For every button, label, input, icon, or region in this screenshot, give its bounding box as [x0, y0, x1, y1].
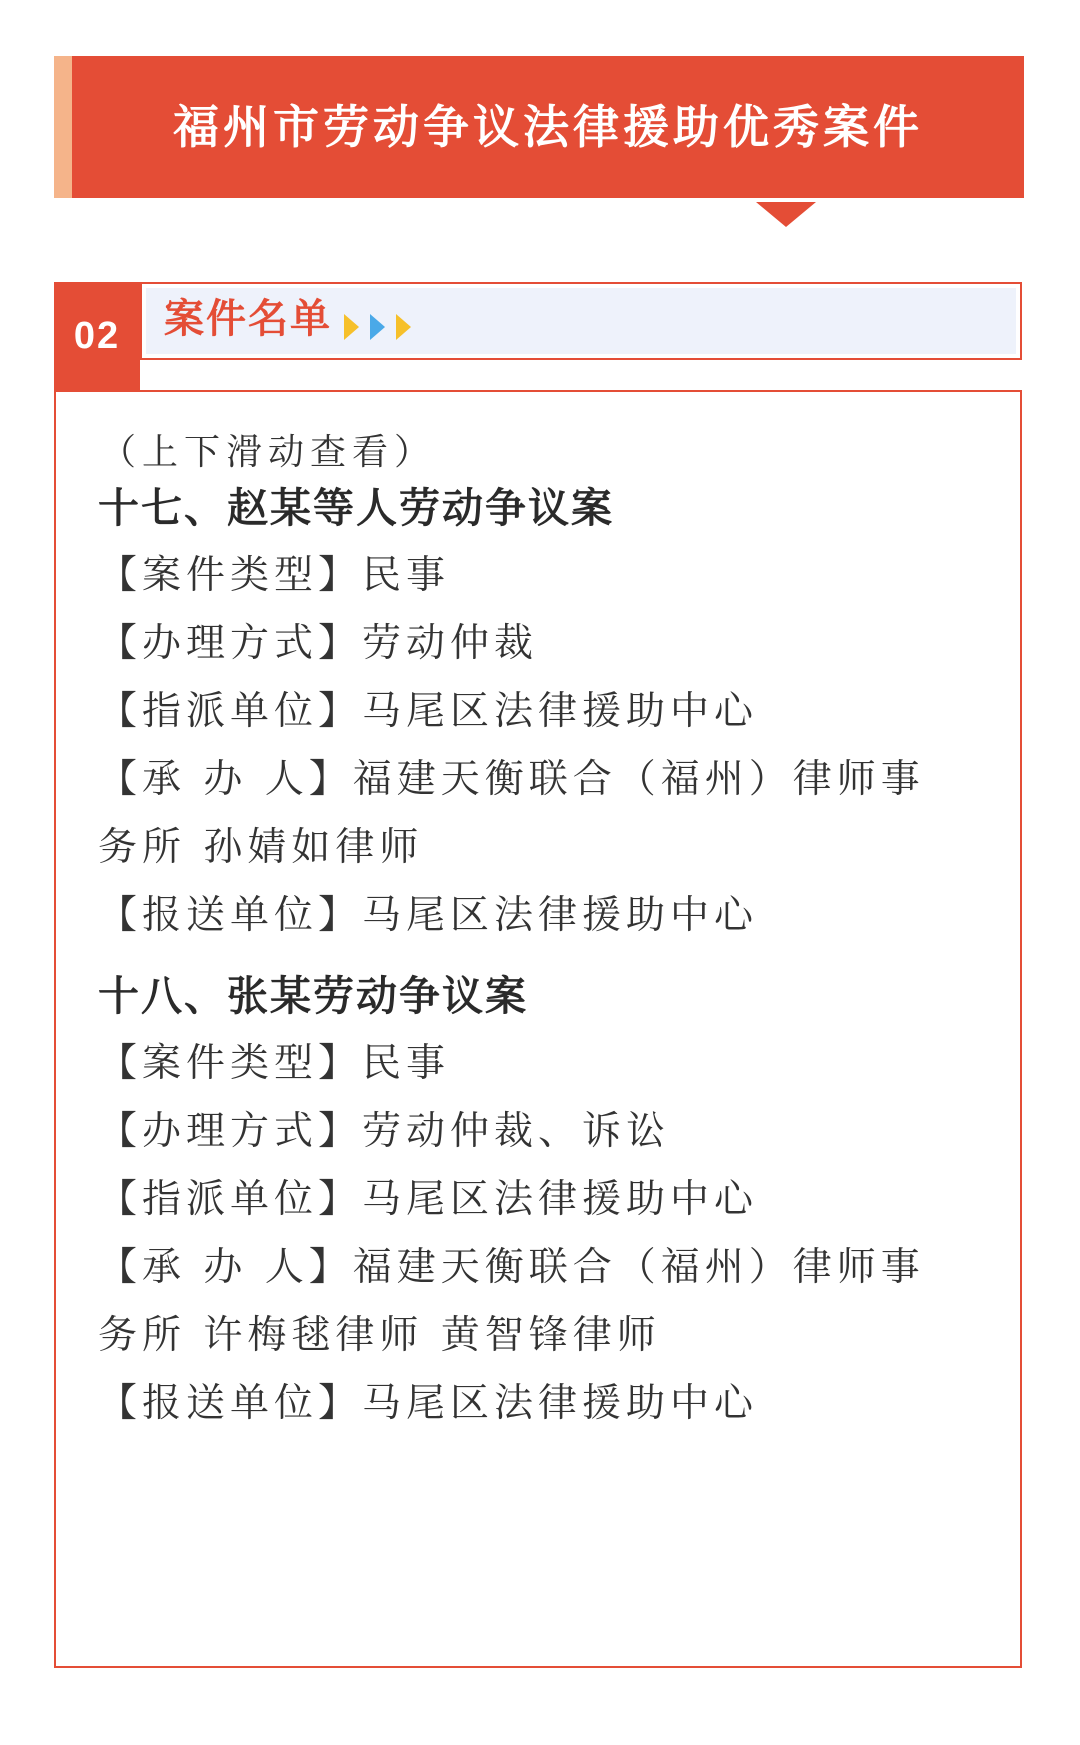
- scroll-hint: （上下滑动查看）: [100, 432, 437, 473]
- section-number: 02: [54, 282, 140, 390]
- reporting-unit-value: 马尾区法律援助中心: [362, 1381, 759, 1426]
- assigning-unit-row: [98, 678, 958, 746]
- handler-row: [98, 1234, 958, 1302]
- case-type-value: 民事: [362, 1041, 451, 1086]
- handler-label: 【承 办 人】: [98, 1245, 353, 1290]
- reporting-unit-row: [98, 1370, 958, 1438]
- handling-method-label: 【办理方式】: [98, 621, 363, 666]
- page-title: 福州市劳动争议法律援助优秀案件: [173, 100, 923, 154]
- handling-method-value: 劳动仲裁、诉讼: [362, 1109, 671, 1154]
- case-item: [98, 474, 958, 950]
- section-heading-background: [146, 288, 1016, 354]
- section-title: 案件名单: [164, 296, 332, 342]
- reporting-unit-label: 【报送单位】: [98, 1381, 363, 1426]
- reporting-unit-row: [98, 882, 958, 950]
- handler-value-line1: 福建天衡联合（福州）律师事: [352, 757, 925, 802]
- reporting-unit-value: 马尾区法律援助中心: [362, 893, 759, 938]
- handling-method-label: 【办理方式】: [98, 1109, 363, 1154]
- case-title: 十八、张某劳动争议案: [98, 972, 528, 1020]
- assigning-unit-label: 【指派单位】: [98, 1177, 363, 1222]
- assigning-unit-value: 马尾区法律援助中心: [362, 689, 759, 734]
- case-type-label: 【案件类型】: [98, 1041, 363, 1086]
- case-type-row: [98, 1030, 958, 1098]
- section-heading-bar: [140, 282, 1022, 360]
- case-type-row: [98, 542, 958, 610]
- case-type-label: 【案件类型】: [98, 553, 363, 598]
- handling-method-value: 劳动仲裁: [362, 621, 539, 666]
- title-banner: [54, 56, 1024, 198]
- assigning-unit-row: [98, 1166, 958, 1234]
- handler-row: [98, 746, 958, 814]
- arrow-right-icon: [396, 314, 411, 340]
- handler-label: 【承 办 人】: [98, 757, 353, 802]
- assigning-unit-value: 马尾区法律援助中心: [362, 1177, 759, 1222]
- assigning-unit-label: 【指派单位】: [98, 689, 363, 734]
- banner-accent-stripe: [54, 56, 72, 198]
- case-type-value: 民事: [362, 553, 451, 598]
- reporting-unit-label: 【报送单位】: [98, 893, 363, 938]
- handler-row-continued: [98, 1302, 958, 1370]
- handler-value-line2: 务所 许梅毬律师 黄智锋律师: [98, 1313, 661, 1358]
- handler-value-line2: 务所 孙婧如律师: [98, 825, 424, 870]
- handling-method-row: [98, 1098, 958, 1166]
- case-title: 十七、赵某等人劳动争议案: [98, 484, 614, 532]
- banner-pointer-icon: [756, 202, 816, 227]
- handling-method-row: [98, 610, 958, 678]
- arrow-right-icon: [344, 314, 359, 340]
- handler-value-line1: 福建天衡联合（福州）律师事: [352, 1245, 925, 1290]
- arrow-right-icon: [370, 314, 385, 340]
- case-item: [98, 962, 958, 1438]
- handler-row-continued: [98, 814, 958, 882]
